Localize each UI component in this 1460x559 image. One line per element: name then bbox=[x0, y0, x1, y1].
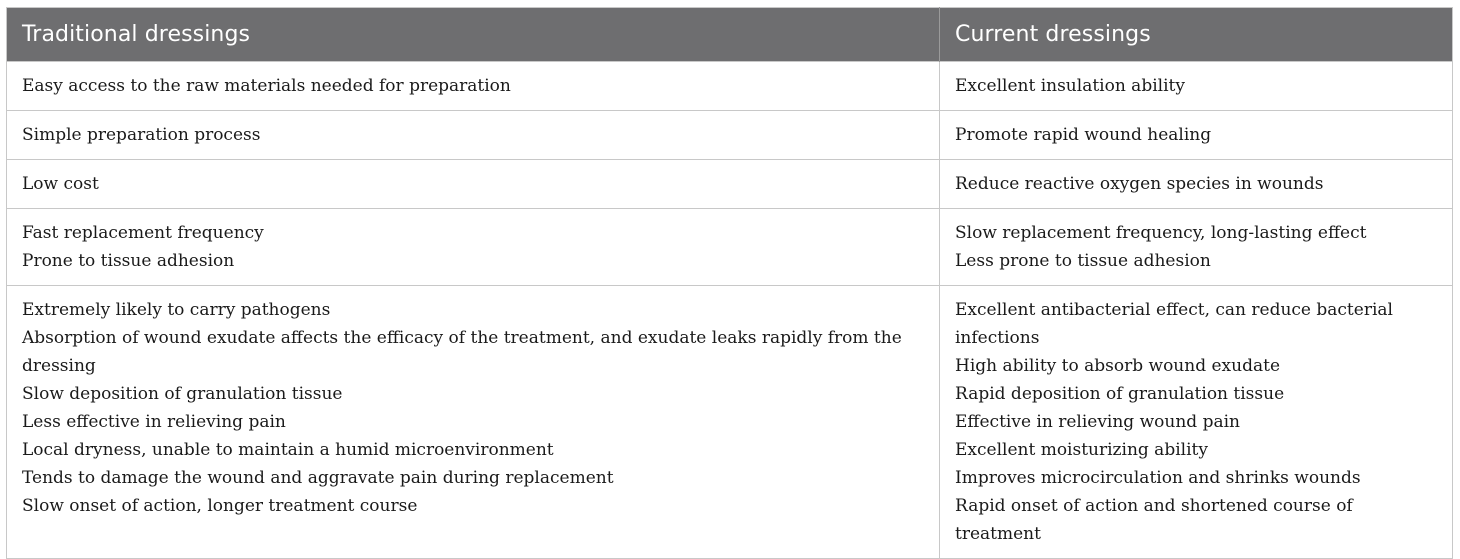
table-header bbox=[7, 8, 1453, 62]
current-cell bbox=[940, 160, 1453, 209]
traditional-cell bbox=[7, 286, 940, 559]
traditional-cell bbox=[7, 209, 940, 286]
cell-line: Slow deposition of granulation tissue bbox=[22, 384, 343, 404]
header-row bbox=[7, 8, 1453, 62]
cell-line: Improves microcirculation and shrinks wounds bbox=[955, 468, 1361, 488]
table-row bbox=[7, 62, 1453, 111]
cell-line: Reduce reactive oxygen species in wounds bbox=[955, 174, 1324, 194]
traditional-cell bbox=[7, 160, 940, 209]
cell-line: Absorption of wound exudate affects the efficacy of the treatment, and exudate leaks rapidly from the dressing bbox=[22, 328, 902, 376]
cell-line: Extremely likely to carry pathogens bbox=[22, 300, 331, 320]
cell-line: Tends to damage the wound and aggravate pain during replacement bbox=[22, 468, 614, 488]
table-row bbox=[7, 111, 1453, 160]
current-cell bbox=[940, 62, 1453, 111]
cell-line: Low cost bbox=[22, 174, 99, 194]
current-cell bbox=[940, 286, 1453, 559]
cell-line: Prone to tissue adhesion bbox=[22, 251, 235, 271]
table-row bbox=[7, 160, 1453, 209]
comparison-table-container bbox=[6, 7, 1452, 559]
cell-line: High ability to absorb wound exudate bbox=[955, 356, 1281, 376]
cell-line: Less prone to tissue adhesion bbox=[955, 251, 1211, 271]
dressings-comparison-table bbox=[6, 7, 1453, 559]
cell-line: Simple preparation process bbox=[22, 125, 261, 145]
cell-line: Local dryness, unable to maintain a humid microenvironment bbox=[22, 440, 554, 460]
cell-line: Easy access to the raw materials needed for preparation bbox=[22, 76, 511, 96]
cell-line: Rapid deposition of granulation tissue bbox=[955, 384, 1285, 404]
cell-line: Rapid onset of action and shortened course of treatment bbox=[955, 496, 1353, 544]
traditional-cell bbox=[7, 62, 940, 111]
cell-line: Slow replacement frequency, long-lasting effect bbox=[955, 223, 1367, 243]
cell-line: Fast replacement frequency bbox=[22, 223, 264, 243]
cell-line: Excellent moisturizing ability bbox=[955, 440, 1208, 460]
cell-line: Slow onset of action, longer treatment course bbox=[22, 496, 418, 516]
current-cell bbox=[940, 209, 1453, 286]
table-body bbox=[7, 62, 1453, 559]
cell-line: Effective in relieving wound pain bbox=[955, 412, 1240, 432]
header-traditional-dressings: Traditional dressings bbox=[7, 8, 940, 62]
cell-line: Less effective in relieving pain bbox=[22, 412, 286, 432]
table-row bbox=[7, 209, 1453, 286]
cell-line: Promote rapid wound healing bbox=[955, 125, 1212, 145]
cell-line: Excellent insulation ability bbox=[955, 76, 1185, 96]
cell-line: Excellent antibacterial effect, can reduce bacterial infections bbox=[955, 300, 1393, 348]
traditional-cell bbox=[7, 111, 940, 160]
header-current-dressings: Current dressings bbox=[940, 8, 1453, 62]
table-row bbox=[7, 286, 1453, 559]
current-cell bbox=[940, 111, 1453, 160]
